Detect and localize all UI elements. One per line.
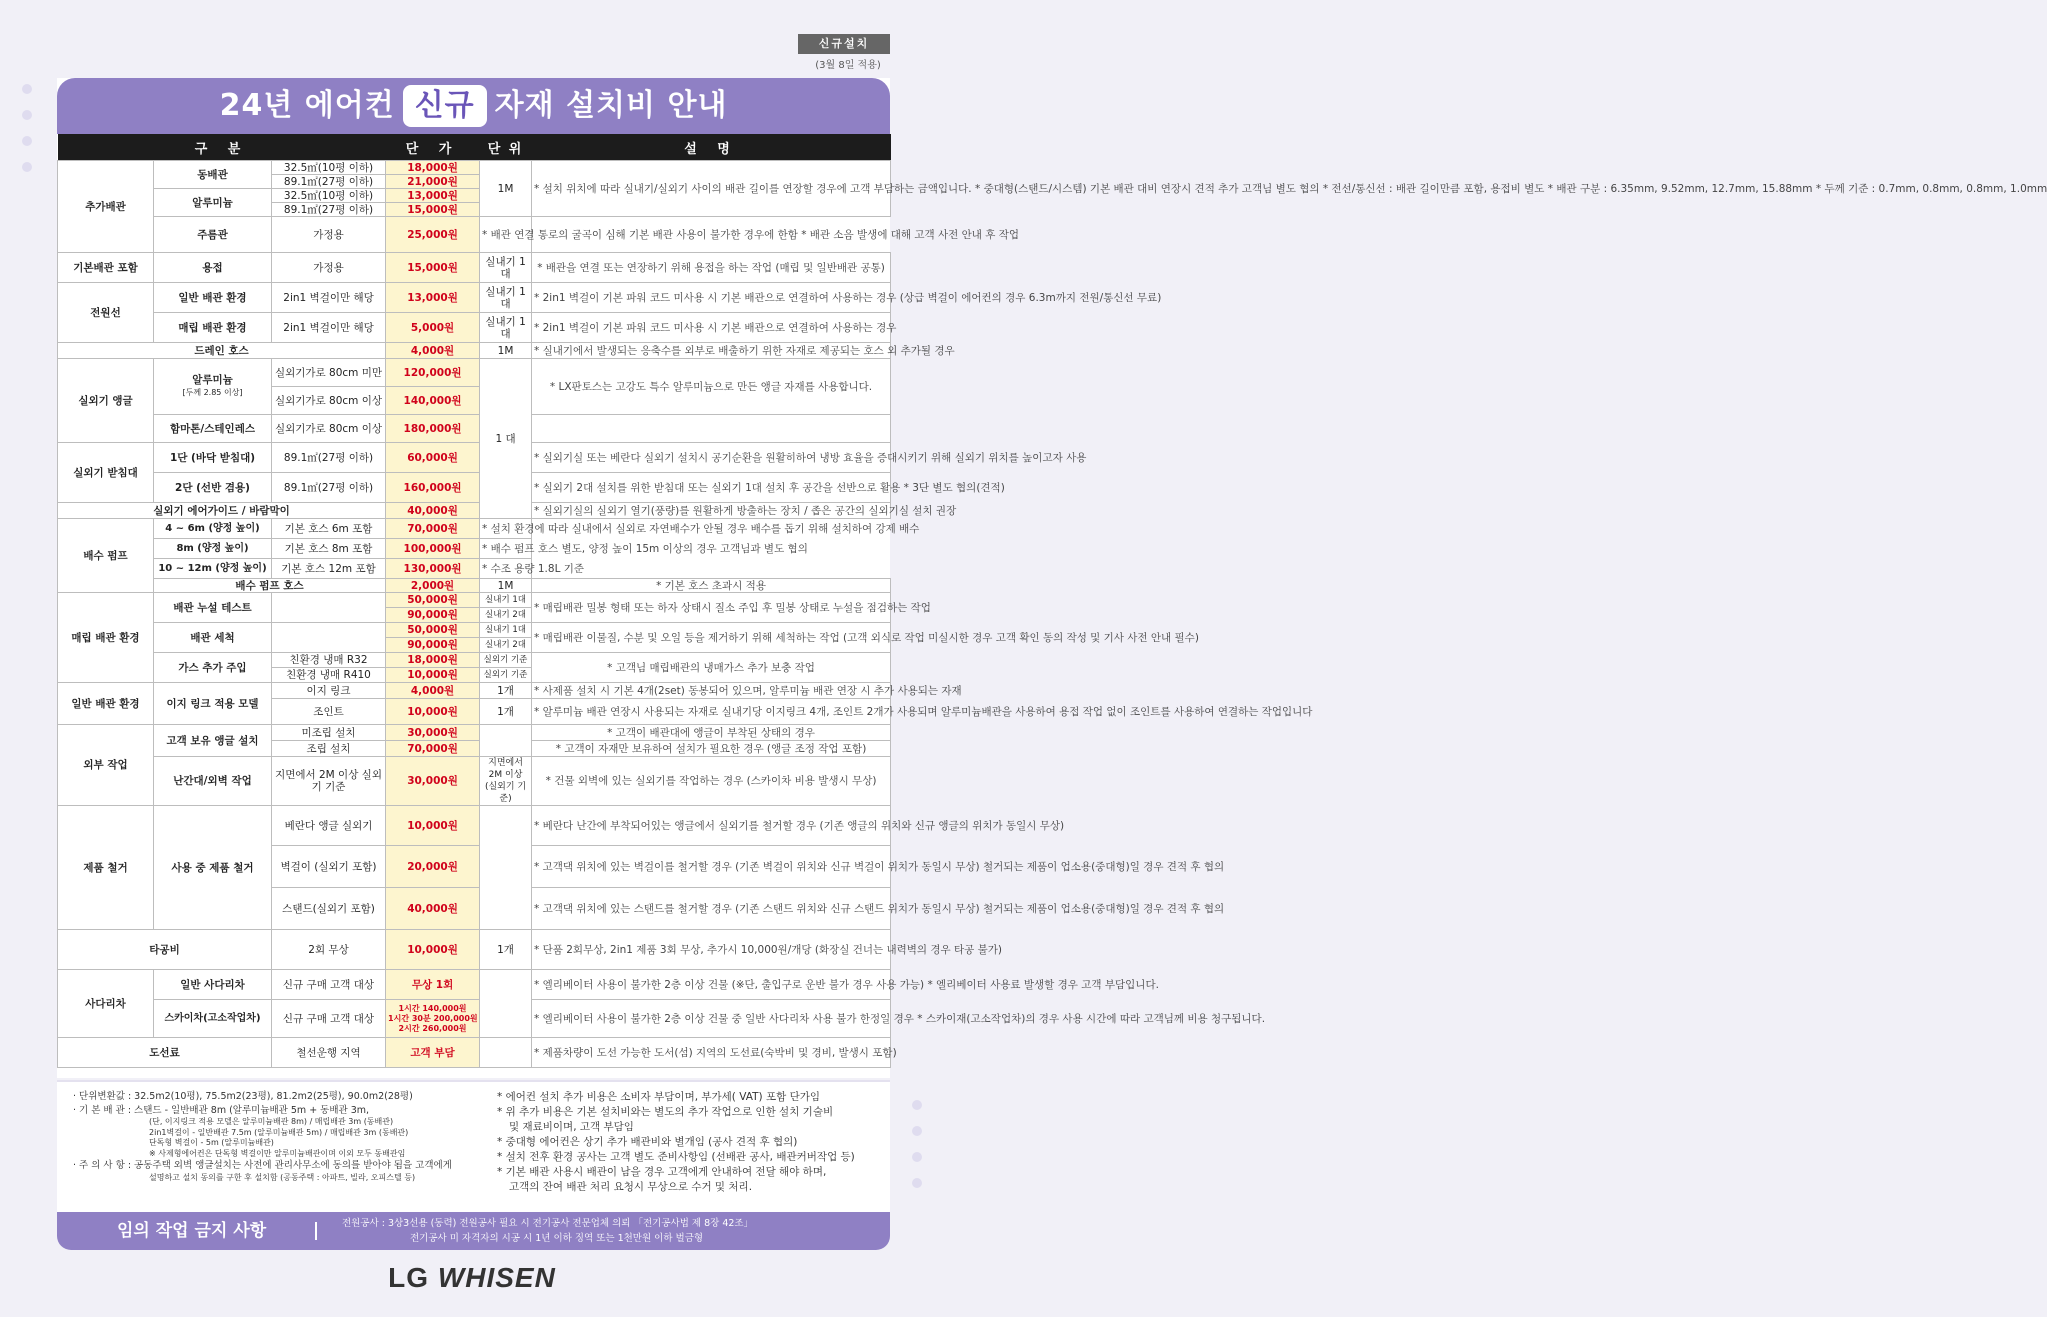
spec-cell: 조인트 [272, 699, 386, 725]
effective-date: (3월 8일 적용) [815, 60, 881, 71]
cat-basic-pipe: 기본배관 포함 [58, 253, 154, 283]
desc-cell: * 실외기 2대 설치를 위한 받침대 또는 실외기 1대 설치 후 공간을 선반으로 활용 * 3단 별도 협의(견적) [532, 473, 891, 503]
in-use-removal: 사용 중 제품 철거 [154, 806, 272, 930]
spec-cell: 89.1㎡(27평 이하) [272, 175, 386, 189]
notes-section [57, 1080, 890, 1214]
banner-text-1: 전원공사 : 3상3선용 (동력) 전원공사 필요 시 전기공사 전문업체 의뢰 「전기공사법 제 8장 42조」 [342, 1218, 754, 1229]
pipe-cleaning: 배관 세척 [154, 623, 272, 653]
spec-cell: 실외기가로 80cm 이상 [272, 387, 386, 415]
spec-cell: 가정용 [272, 217, 386, 253]
desc-cell: * 수조 용량 1.8L 기준 [480, 559, 532, 579]
spec-cell: 조립 설치 [272, 741, 386, 757]
angle-aluminum-label: 알루미늄 [192, 374, 233, 386]
price-cell: 10,000원 [386, 806, 480, 846]
spec-cell: 89.1㎡(27평 이하) [272, 443, 386, 473]
desc-cell: * 제품차량이 도선 가능한 도서(섬) 지역의 도선료(숙박비 및 경비, 발생시 포함) [532, 1038, 891, 1068]
sky-price-1h30: 1시간 30분 200,000원 [388, 1013, 478, 1023]
spec-cell: 실외기가로 80cm 미만 [272, 359, 386, 387]
price-cell: 120,000원 [386, 359, 480, 387]
prohibited-work-banner [57, 1212, 890, 1250]
price-cell: 15,000원 [386, 253, 480, 283]
unit-cell: 실외기 기준 [480, 668, 532, 683]
desc-cell: * 설치 환경에 따라 실내에서 실외로 자연배수가 안될 경우 배수를 돕기 위해 설치하여 강제 배수 [480, 519, 532, 539]
price-sheet [57, 78, 2047, 1078]
decor-dot [912, 1152, 922, 1162]
note-caution-a: 설명하고 설치 동의를 구한 후 설치함 (공동주택 : 아파트, 빌라, 오피스텔 등) [149, 1172, 416, 1182]
price-cell: 고객 부담 [386, 1038, 480, 1068]
unit-cell: 1M [480, 343, 532, 359]
notes-left [73, 1090, 493, 1183]
pump-hose: 배수 펌프 호스 [154, 579, 386, 593]
desc-cell: * 실외기실 또는 베란다 실외기 설치시 공기순환을 원활히하여 냉방 효율을 증대시키기 위해 실외기 위치를 높이고자 사용 [532, 443, 891, 473]
note-basic-pipe-a: (단, 이지링크 적용 모델은 알루미늄배관 8m) / 매립배관 3m (동배관) [149, 1117, 394, 1126]
spec-cell: 미조립 설치 [272, 725, 386, 741]
price-cell: 13,000원 [386, 283, 480, 313]
ladder-truck-general: 일반 사다리차 [154, 970, 272, 1000]
price-cell: 5,000원 [386, 313, 480, 343]
note-r1: * 에어컨 설치 추가 비용은 소비자 부담이며, 부가세( VAT) 포함 단가임 [497, 1091, 821, 1103]
spec-cell: 가정용 [272, 253, 386, 283]
drain-hose: 드레인 호스 [58, 343, 386, 359]
unit-cell: 실내기 1대 [480, 283, 532, 313]
desc-cell: * 2in1 벽걸이 기본 파워 코드 미사용 시 기본 배관으로 연결하여 사용하는 경우 [532, 313, 891, 343]
price-cell: 4,000원 [386, 683, 480, 699]
price-cell [386, 1000, 480, 1038]
price-cell: 130,000원 [386, 559, 480, 579]
price-cell: 70,000원 [386, 741, 480, 757]
price-cell: 13,000원 [386, 189, 480, 203]
banner-title: 임의 작업 금지 사항 [117, 1221, 267, 1241]
note-unit-conversion: · 단위변환값 : 32.5m2(10평), 75.5m2(23평), 81.2m2(25평), 90.0m2(28평) [73, 1091, 413, 1102]
sky-truck: 스카이차(고소작업차) [154, 1000, 272, 1038]
spec-cell: 철선운행 지역 [272, 1038, 386, 1068]
cat-drain-pump: 배수 펌프 [58, 519, 154, 593]
air-guide: 실외기 에어가이드 / 바람막이 [58, 503, 386, 519]
gas-refill: 가스 추가 주입 [154, 653, 272, 683]
spec-cell: 신규 구매 고객 대상 [272, 970, 386, 1000]
price-cell: 10,000원 [386, 668, 480, 683]
table-header [58, 134, 891, 161]
price-cell: 15,000원 [386, 203, 480, 217]
spec-cell: 2회 무상 [272, 930, 386, 970]
note-r2: * 위 추가 비용은 기본 설치비와는 별도의 추가 작업으로 인한 설치 기술비 [497, 1106, 834, 1118]
price-cell: 70,000원 [386, 519, 480, 539]
spec-cell: 2in1 벽걸이만 해당 [272, 283, 386, 313]
easy-link-model: 이지 링크 적용 모델 [154, 683, 272, 725]
leak-test: 배관 누설 테스트 [154, 593, 272, 623]
price-cell: 10,000원 [386, 930, 480, 970]
cat-power-line: 전원선 [58, 283, 154, 343]
title-highlight: 신규 [403, 85, 487, 127]
desc-cell: * 2in1 벽걸이 기본 파워 코드 미사용 시 기본 배관으로 연결하여 사용하는 경우 (상급 벽걸이 에어컨의 경우 6.3m까지 전원/통신선 무료) [532, 283, 891, 313]
desc-cell [532, 415, 891, 443]
desc-cell: * 엘리베이터 사용이 불가한 2층 이상 건물 (※단, 출입구로 운반 불가 경우 사용 가능) * 엘리베이터 사용료 발생할 경우 고객 부담입니다. [532, 970, 891, 1000]
flex-pipe: 주름관 [154, 217, 272, 253]
spec-cell [272, 593, 386, 623]
angle-stainless: 함마톤/스테인레스 [154, 415, 272, 443]
desc-cell: * 엘리베이터 사용이 불가한 2층 이상 건물 중 일반 사다리차 사용 불가 한정일 경우 * 스카이재(고소작업차)의 경우 사용 시간에 따라 고객님께 비용 청구됩니다. [532, 1000, 891, 1038]
ferry-fee: 도선료 [58, 1038, 272, 1068]
desc-cell: * 사제품 설치 시 기본 4개(2set) 동봉되어 있으며, 알루미늄 배관 연장 시 추가 사용되는 자재 [532, 683, 891, 699]
decor-dot [912, 1100, 922, 1110]
unit-cell: 실내기 1대 [480, 623, 532, 638]
price-cell: 10,000원 [386, 699, 480, 725]
price-cell: 18,000원 [386, 161, 480, 175]
header-price: 단 가 [386, 134, 480, 161]
desc-cell: * LX판토스는 고강도 특수 알루미늄으로 만든 앵글 자재를 사용합니다. [532, 359, 891, 415]
note-basic-pipe-b: 2in1벽걸이 - 일반배관 7.5m (알루미늄배관 5m) / 매립배관 3m (동배관) [149, 1127, 409, 1137]
unit-cell: 1M [480, 579, 532, 593]
unit-cell: 실내기 1대 [480, 313, 532, 343]
spec-cell: 벽걸이 (실외기 포함) [272, 846, 386, 888]
desc-cell: * 베란다 난간에 부착되어있는 앵글에서 실외기를 철거할 경우 (기존 앵글의 위치와 신규 앵글의 위치가 동일시 무상) [532, 806, 891, 846]
spec-cell: 베란다 앵글 실외기 [272, 806, 386, 846]
decor-dot [912, 1126, 922, 1136]
title-post: 자재 설치비 안내 [494, 88, 728, 123]
desc-cell: * 고객이 자재만 보유하여 설치가 필요한 경우 (앵글 조정 작업 포함) [532, 741, 891, 757]
unit-cell [480, 725, 532, 757]
angle-thickness-note: [두께 2.85 이상] [182, 388, 243, 397]
price-cell: 90,000원 [386, 638, 480, 653]
unit-cell: 1개 [480, 683, 532, 699]
spec-cell: 기본 호스 6m 포함 [272, 519, 386, 539]
price-cell: 21,000원 [386, 175, 480, 189]
price-cell: 30,000원 [386, 757, 480, 806]
spec-cell: 32.5㎡(10평 이하) [272, 161, 386, 175]
desc-cell: * 매립배관 밀봉 형태 또는 하자 상태시 질소 주입 후 밀봉 상태로 누설을 점검하는 작업 [532, 593, 891, 623]
spec-cell: 기본 호스 12m 포함 [272, 559, 386, 579]
desc-cell: * 실내기에서 발생되는 응축수를 외부로 배출하기 위한 자재로 제공되는 호스 외 추가될 경우 [532, 343, 891, 359]
angle-aluminum [154, 359, 272, 415]
unit-cell: 1개 [480, 930, 532, 970]
desc-cell: * 고객댁 위치에 있는 스탠드를 철거할 경우 (기존 스탠드 위치와 신규 스탠드 위치가 동일시 무상) 철거되는 제품이 업소용(중대형)일 경우 견적 후 협의 [532, 888, 891, 930]
spec-cell: 89.1㎡(27평 이하) [272, 473, 386, 503]
desc-cell: * 배관을 연결 또는 연장하기 위해 용접을 하는 작업 (매립 및 일반배관 공통) [532, 253, 891, 283]
desc-cell: * 설치 위치에 따라 실내기/실외기 사이의 배관 길이를 연장할 경우에 고객 부담하는 금액입니다. * 중대형(스탠드/시스템) 기본 배관 대비 연장시 견적 추가 고객님 별도 협의 * 전선/통신선 : 배관 길이만큼 포함, 용접비 별도 * 배관 구분 : 6.35mm, 9.52mm, 12.7mm, 15.88mm * 두께 기준 : 0.7mm, 0.8mm, 0.8mm, 1.0mm [532, 161, 891, 217]
cat-general-pipe: 일반 배관 환경 [58, 683, 154, 725]
unit-cell: 1개 [480, 699, 532, 725]
price-cell: 100,000원 [386, 539, 480, 559]
unit-cell [480, 970, 532, 1038]
desc-cell: * 매립배관 이물질, 수분 및 오일 등을 제거하기 위해 세척하는 작업 (고객 외식로 작업 미실시한 경우 고객 확인 동의 작성 및 기사 사전 안내 필수) [532, 623, 891, 653]
cat-outdoor-angle: 실외기 앵글 [58, 359, 154, 443]
desc-cell: * 기본 호스 초과시 적용 [532, 579, 891, 593]
desc-cell: * 실외기실의 실외기 열기(풍량)를 원활하게 방출하는 장치 / 좁은 공간의 실외기실 설치 권장 [532, 503, 891, 519]
desc-cell: * 고객님 매립배관의 냉매가스 추가 보충 작업 [532, 653, 891, 683]
note-basic-pipe-c: 단독형 벽걸이 - 5m (알루미늄배관) [149, 1138, 274, 1147]
spec-cell: 32.5㎡(10평 이하) [272, 189, 386, 203]
customer-angle-install: 고객 보유 앵글 설치 [154, 725, 272, 757]
price-cell: 40,000원 [386, 888, 480, 930]
header-unit: 단 위 [480, 134, 532, 161]
price-table [57, 134, 2047, 1068]
spec-cell [272, 623, 386, 653]
price-cell: 20,000원 [386, 846, 480, 888]
unit-cell: 실내기 2대 [480, 638, 532, 653]
pump-4-6m: 4 ~ 6m (양정 높이) [154, 519, 272, 539]
note-basic-pipe-d: ※ 사제형에어컨은 단독형 벽걸이만 알루미늄배관이며 이외 모두 동배관임 [149, 1148, 406, 1158]
price-cell: 160,000원 [386, 473, 480, 503]
spec-cell: 실외기가로 80cm 이상 [272, 415, 386, 443]
notes-right [497, 1090, 887, 1195]
header-category: 구 분 [58, 134, 386, 161]
pump-10-12m: 10 ~ 12m (양정 높이) [154, 559, 272, 579]
price-cell: 25,000원 [386, 217, 480, 253]
price-cell: 50,000원 [386, 623, 480, 638]
unit-cell: 1 대 [480, 359, 532, 519]
price-cell: 무상 1회 [386, 970, 480, 1000]
spec-cell: 지면에서 2M 이상 실외기 기준 [272, 757, 386, 806]
page-title [57, 78, 890, 134]
unit-cell: 지면에서 2M 이상 (실외기 기준) [480, 757, 532, 806]
note-r2a: 및 재료비이며, 고객 부담임 [509, 1121, 634, 1133]
spec-cell: 친환경 냉매 R410 [272, 668, 386, 683]
note-r5a: 고객의 잔여 배관 처리 요청시 무상으로 수거 및 처리. [509, 1181, 753, 1193]
cat-ladder-truck: 사다리차 [58, 970, 154, 1038]
desc-cell: * 고객이 배관대에 앵글이 부착된 상태의 경우 [532, 725, 891, 741]
unit-cell: 실내기 1대 [480, 593, 532, 608]
unit-cell: 실내기 2대 [480, 608, 532, 623]
title-pre: 24년 에어컨 [219, 88, 395, 123]
banner-text [342, 1216, 753, 1246]
cat-outdoor-stand: 실외기 받침대 [58, 443, 154, 503]
stand-1-tier: 1단 (바닥 받침대) [154, 443, 272, 473]
spec-cell: 89.1㎡(27평 이하) [272, 203, 386, 217]
price-cell: 90,000원 [386, 608, 480, 623]
unit-cell [480, 806, 532, 930]
desc-cell: * 건물 외벽에 있는 실외기를 작업하는 경우 (스카이차 비용 발생시 무상) [532, 757, 891, 806]
aluminum-pipe: 알루미늄 [154, 189, 272, 217]
cat-buried-pipe: 매립 배관 환경 [58, 593, 154, 683]
spec-cell: 스탠드(실외기 포함) [272, 888, 386, 930]
price-cell: 140,000원 [386, 387, 480, 415]
brand-whisen: WHISEN [437, 1262, 556, 1293]
note-r4: * 설치 전후 환경 공사는 고객 별도 준비사항임 (선배관 공사, 배관커버작업 등) [497, 1151, 855, 1163]
decor-dot [22, 136, 32, 146]
desc-cell: * 알루미늄 배관 연장시 사용되는 자재로 실내기당 이지링크 4개, 조인트 2개가 사용되며 알루미늄배관을 사용하여 용접 작업 없이 조인트를 사용하여 연결하는 작업입니다 [532, 699, 891, 725]
note-basic-pipe: · 기 본 배 관 : 스탠드 - 일반배관 8m (알루미늄배관 5m + 동배관 3m, [73, 1104, 370, 1116]
drilling-fee: 타공비 [58, 930, 272, 970]
decor-dot [22, 162, 32, 172]
banner-text-2: 전기공사 미 자격자의 시공 시 1년 이하 징역 또는 1천만원 이하 벌금형 [410, 1233, 704, 1244]
price-cell: 18,000원 [386, 653, 480, 668]
price-cell: 2,000원 [386, 579, 480, 593]
cat-exterior-work: 외부 작업 [58, 725, 154, 806]
spec-cell: 신규 구매 고객 대상 [272, 1000, 386, 1038]
header-desc: 설 명 [532, 134, 891, 161]
spec-cell: 이지 링크 [272, 683, 386, 699]
price-cell: 50,000원 [386, 593, 480, 608]
stand-2-tier: 2단 (선반 겸용) [154, 473, 272, 503]
buried-pipe-env: 매립 배관 환경 [154, 313, 272, 343]
decor-dot [22, 84, 32, 94]
note-r5: * 기본 배관 사용시 배관이 남을 경우 고객에게 안내하여 전달 해야 하며, [497, 1166, 827, 1178]
spec-cell: 친환경 냉매 R32 [272, 653, 386, 668]
cat-removal: 제품 철거 [58, 806, 154, 930]
general-pipe-env: 일반 배관 환경 [154, 283, 272, 313]
unit-cell [480, 1038, 532, 1068]
sky-price-1h: 1시간 140,000원 [398, 1003, 467, 1013]
copper-pipe: 동배관 [154, 161, 272, 189]
spec-cell: 2in1 벽걸이만 해당 [272, 313, 386, 343]
brand-logo [0, 1262, 944, 1294]
desc-cell: * 배수 펌프 호스 별도, 양정 높이 15m 이상의 경우 고객님과 별도 협의 [480, 539, 532, 559]
banner-divider [315, 1222, 317, 1240]
cat-additional-pipe: 추가배관 [58, 161, 154, 253]
desc-cell: * 고객댁 위치에 있는 벽걸이를 철거할 경우 (기존 벽걸이 위치와 신규 벽걸이 위치가 동일시 무상) 철거되는 제품이 업소용(중대형)일 경우 견적 후 협의 [532, 846, 891, 888]
new-install-badge: 신규설치 [798, 34, 890, 54]
sky-price-2h: 2시간 260,000원 [398, 1023, 467, 1033]
note-caution: · 주 의 사 항 : 공동주택 외벽 앵글설치는 사전에 관리사무소에 동의를 받아야 됨을 고객에게 [73, 1160, 452, 1171]
price-cell: 60,000원 [386, 443, 480, 473]
price-cell: 4,000원 [386, 343, 480, 359]
pump-8m: 8m (양정 높이) [154, 539, 272, 559]
spec-cell: 기본 호스 8m 포함 [272, 539, 386, 559]
price-cell: 30,000원 [386, 725, 480, 741]
desc-cell: * 단품 2회무상, 2in1 제품 3회 무상, 추가시 10,000원/개당 (화장실 건너는 내력벽의 경우 타공 불가) [532, 930, 891, 970]
unit-cell: 실내기 1대 [480, 253, 532, 283]
brand-lg: LG [388, 1262, 430, 1293]
price-cell: 180,000원 [386, 415, 480, 443]
note-r3: * 중대형 에어컨은 상기 추가 배관비와 별개임 (공사 견적 후 협의) [497, 1136, 798, 1148]
desc-cell: * 배관 연결 통로의 굴곡이 심해 기본 배관 사용이 불가한 경우에 한함 * 배관 소음 발생에 대해 고객 사전 안내 후 작업 [480, 217, 532, 253]
unit-cell: 1M [480, 161, 532, 217]
unit-cell: 실외기 기준 [480, 653, 532, 668]
price-cell: 40,000원 [386, 503, 480, 519]
railing-wall-work: 난간대/외벽 작업 [154, 757, 272, 806]
decor-dot [912, 1178, 922, 1188]
welding: 용접 [154, 253, 272, 283]
decor-dot [22, 110, 32, 120]
